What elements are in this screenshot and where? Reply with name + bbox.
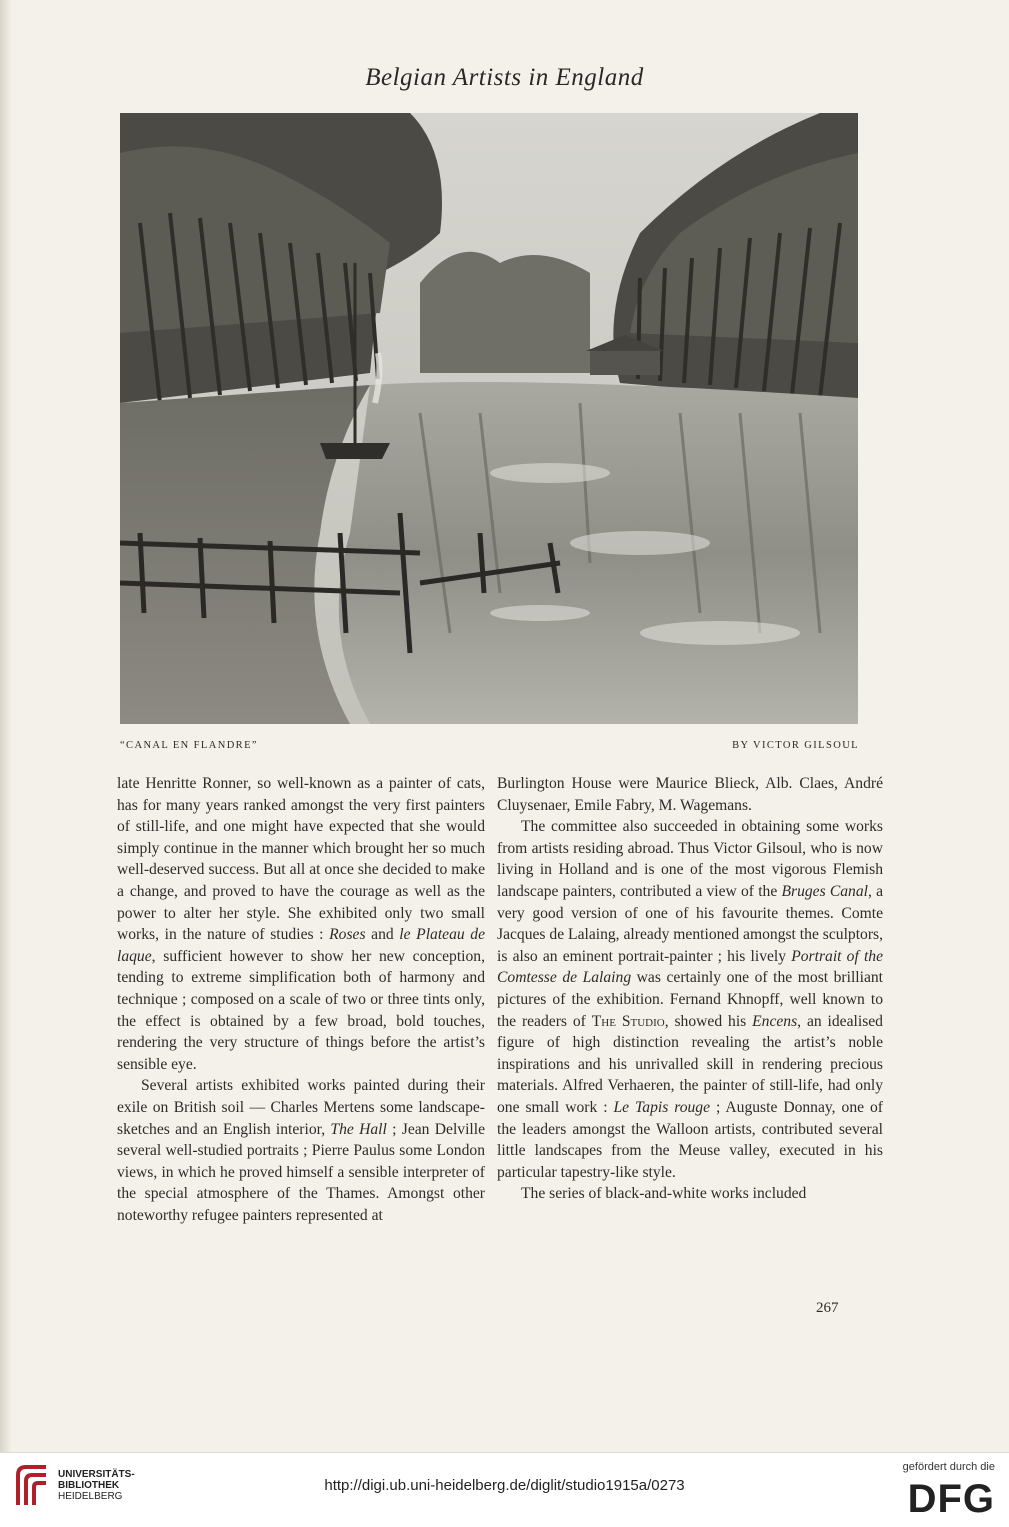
italic-title: Le Tapis rouge	[613, 1098, 711, 1116]
text-run: , a very good version of one of his favourite themes. Comte Jacques de Lalaing, already mentioned amongst the sculptors, is also an eminent portrait-painter ; his lively	[497, 882, 884, 965]
text-run: late Henritte Ronner, so well-known as a painter of cats, has for many years ranked amongst the very first painters of still-life, and one might have expected that she would simply continue in the manner which brought her so much well-deserved success. But all at once she decided to make a change, and proved to have the courage as well as the power to alter her style. She exhibited only two small works, in the nature of studies :	[117, 775, 485, 944]
page-binding-edge	[0, 0, 12, 1452]
text-run: , an idealised figure of high distinction revealing the artist’s noble inspirations and his unrivalled skill in rendering precious materials. Alfred Verhaeren, the painter of still-life, had only one small work :	[497, 1012, 883, 1116]
paragraph	[117, 1075, 485, 1226]
italic-title: Encens	[752, 1012, 798, 1030]
canal-painting-image	[120, 113, 858, 724]
paragraph: Burlington House were Maurice Blieck, Alb. Claes, André Cluysenaer, Emile Fabry, M. Wagemans.	[497, 775, 883, 814]
running-head: Belgian Artists in England	[365, 64, 644, 91]
dfg-logo: DFG	[907, 1477, 995, 1521]
text-run: , showed his	[664, 1012, 753, 1030]
sponsor-text: gefördert durch die	[902, 1461, 995, 1473]
italic-title: Bruges Canal	[781, 882, 868, 900]
permalink-url[interactable]: http://digi.ub.uni-heidelberg.de/diglit/studio1915a/0273	[324, 1477, 685, 1494]
plate-caption-artist: BY VICTOR GILSOUL	[732, 740, 859, 751]
text-run: ; Auguste Donnay, one of the leaders amongst the Walloon artists, contributed several little landscapes from the Meuse valley, executed in his particular tapestry-like style.	[497, 1098, 883, 1181]
text-run: and	[365, 926, 400, 944]
page-number: 267	[816, 1300, 839, 1316]
italic-title: le Plateau de laque	[117, 926, 486, 965]
right-text-column	[497, 773, 883, 1205]
text-run: was certainly one of the most brilliant pictures of the exhibition. Fernand Khnopff, well known to the readers of	[497, 969, 884, 1030]
text-run: Several artists exhibited works painted during their exile on British soil — Charles Mertens some landscape-sketches and an English interior,	[117, 1077, 485, 1138]
text-run: ; Jean Delville several well-studied portraits ; Pierre Paulus some London views, in which he proved himself a sensible interpreter of the special atmosphere of the Thames. Amongst other noteworthy refugee painters represented at	[117, 1120, 486, 1224]
logo-line: HEIDELBERG	[58, 1491, 123, 1502]
text-run: , sufficient however to show her new conception, tending to extreme simplification both of harmony and technique ; composed on a scale of two or three tints only, the effect is obtained by a few broad, bold touches, rendering the very structure of things before the artist’s sensible eye.	[117, 947, 485, 1073]
text-run: The committee also succeeded in obtaining some works from artists residing abroad. Thus Victor Gilsoul, who is now living in Holland and is one of the most vigorous Flemish landscape painters, contributed a view of the	[497, 818, 883, 900]
small-caps-title: The Studio	[591, 1012, 665, 1030]
italic-title: Roses	[329, 926, 366, 944]
logo-line: BIBLIOTHEK	[58, 1480, 120, 1491]
canal-painting-plate	[120, 113, 858, 724]
paragraph: The series of black-and-white works included	[521, 1185, 807, 1203]
italic-title: The Hall	[330, 1120, 387, 1138]
left-text-column	[117, 773, 485, 1226]
plate-caption-title: “CANAL EN FLANDRE”	[120, 740, 258, 751]
italic-title: Portrait of the Comtesse de Lalaing	[497, 947, 883, 987]
viewer-footer	[0, 1452, 1009, 1527]
paragraph	[117, 773, 485, 1075]
paragraph	[497, 816, 883, 1183]
logo-line: UNIVERSITÄTS-	[58, 1469, 135, 1480]
